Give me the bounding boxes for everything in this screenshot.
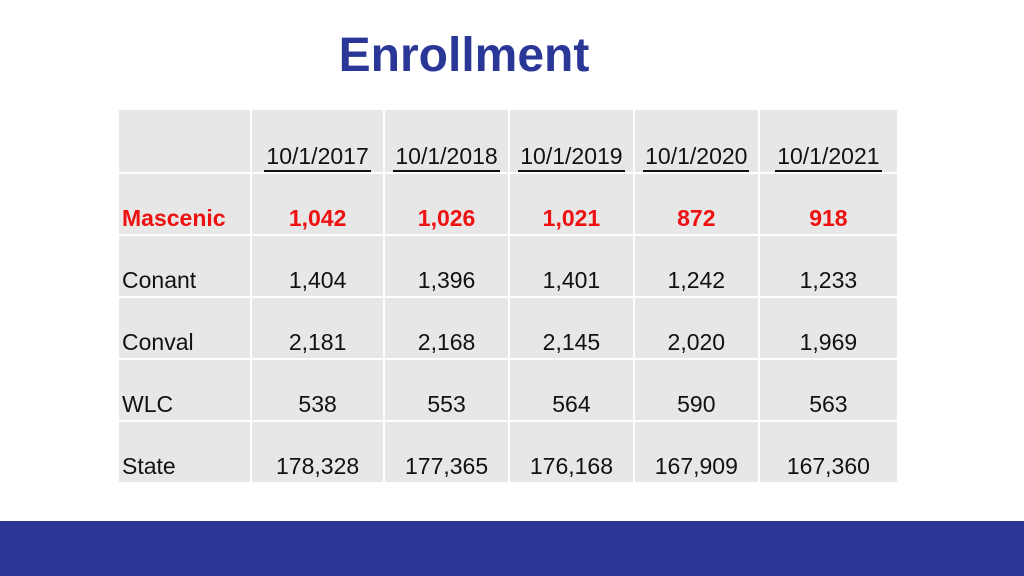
table-row	[118, 173, 898, 235]
table-cell: 590	[634, 359, 759, 421]
table-cell: 564	[509, 359, 634, 421]
table-row	[118, 297, 898, 359]
column-header	[759, 109, 898, 173]
column-header	[634, 109, 759, 173]
row-label: Conval	[118, 297, 251, 359]
table-cell: 2,145	[509, 297, 634, 359]
column-header-label: 10/1/2021	[775, 143, 881, 172]
column-header	[251, 109, 384, 173]
column-header	[384, 109, 509, 173]
table-row	[118, 359, 898, 421]
table-cell: 1,969	[759, 297, 898, 359]
table-cell: 2,168	[384, 297, 509, 359]
table-cell: 167,360	[759, 421, 898, 483]
table-cell: 1,021	[509, 173, 634, 235]
table-cell: 1,401	[509, 235, 634, 297]
table-cell: 1,396	[384, 235, 509, 297]
table-cell: 918	[759, 173, 898, 235]
row-label: State	[118, 421, 251, 483]
table-cell: 176,168	[509, 421, 634, 483]
row-label: Mascenic	[118, 173, 251, 235]
table-cell: 1,233	[759, 235, 898, 297]
table-cell: 178,328	[251, 421, 384, 483]
table-row	[118, 235, 898, 297]
table-cell: 538	[251, 359, 384, 421]
table-cell: 553	[384, 359, 509, 421]
table-cell: 2,181	[251, 297, 384, 359]
table-cell: 167,909	[634, 421, 759, 483]
table-cell: 563	[759, 359, 898, 421]
table-header-row	[118, 109, 898, 173]
column-header	[509, 109, 634, 173]
column-header-label: 10/1/2017	[264, 143, 370, 172]
enrollment-table	[117, 108, 899, 484]
header-corner-cell	[118, 109, 251, 173]
table-cell: 1,026	[384, 173, 509, 235]
column-header-label: 10/1/2018	[393, 143, 499, 172]
column-header-label: 10/1/2019	[518, 143, 624, 172]
table-cell: 1,242	[634, 235, 759, 297]
row-label: Conant	[118, 235, 251, 297]
table-cell: 1,404	[251, 235, 384, 297]
column-header-label: 10/1/2020	[643, 143, 749, 172]
table-cell: 177,365	[384, 421, 509, 483]
table-cell: 1,042	[251, 173, 384, 235]
page-title: Enrollment	[338, 29, 590, 82]
row-label: WLC	[118, 359, 251, 421]
footer-bar	[0, 521, 1024, 576]
table-cell: 2,020	[634, 297, 759, 359]
table-row	[118, 421, 898, 483]
table-cell: 872	[634, 173, 759, 235]
